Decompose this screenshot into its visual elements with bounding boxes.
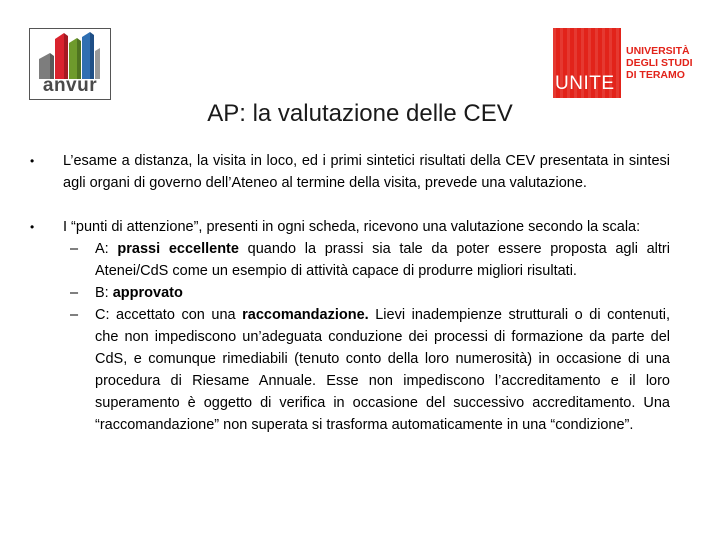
bullet-marker: • [30,220,35,234]
anvur-logo [29,28,111,100]
anvur-wordmark: anvur [42,75,98,96]
sub-item-c [30,304,670,436]
bullet-marker: • [30,154,35,168]
sub-item-prefix: B: [95,285,113,301]
sub-item-prefix: A: [95,241,118,257]
dash-marker: – [70,241,79,257]
unite-wordmark: UNITE [555,73,615,94]
bullet-item [30,150,670,194]
university-name-line-3: DI TERAMO [626,69,685,81]
sub-item-text [95,304,670,436]
page-title: AP: la valutazione delle CEV [207,100,513,127]
sub-item-rest: quando la prassi sia tale da poter essere proposta agli altri Atenei/CdS come un esempio di attività capace di produrre migliori risultati. [95,241,670,279]
sub-item-text [95,238,670,282]
dash-marker: – [70,285,79,301]
dash-marker: – [70,307,79,323]
sub-item-prefix: C: accettato con una [95,307,243,323]
sub-item-emphasis: approvato [112,285,183,301]
sub-item-emphasis: raccomandazione. [242,307,369,323]
unite-logo [553,28,695,100]
bullet-text: L’esame a distanza, la visita in loco, ed i primi sintetici risultati della CEV presentata in sintesi agli organi di governo dell’Ateneo al termine della visita, prevede una valutazione. [63,153,670,191]
university-name-line-2: DEGLI STUDI [626,57,693,69]
sub-item-a [30,238,670,282]
bullet-item [30,216,670,238]
sub-item-text [95,282,670,304]
sub-item-emphasis: prassi eccellente [117,241,239,257]
unite-block [553,28,621,98]
sub-item-b [30,282,670,304]
university-name-line-1: UNIVERSITÀ [626,45,690,57]
slide-content [30,150,670,436]
bullet-text: I “punti di attenzione”, presenti in ogni scheda, ricevono una valutazione secondo la scala: [63,219,641,235]
sub-item-rest: Lievi inadempienze strutturali o di contenuti, che non impediscono un’adeguata conduzione dei processi di formazione da parte del CdS, e comunque rimediabili (tenuto conto della loro numerosità) in occasione di una procedura di Riesame Annuale. Esse non impediscono l’accreditamento e il loro superamento è oggetto di verifica in occasione del successivo accreditamento. Una “raccomandazione” non superata si trasforma automaticamente in una “condizione”. [95,307,670,433]
